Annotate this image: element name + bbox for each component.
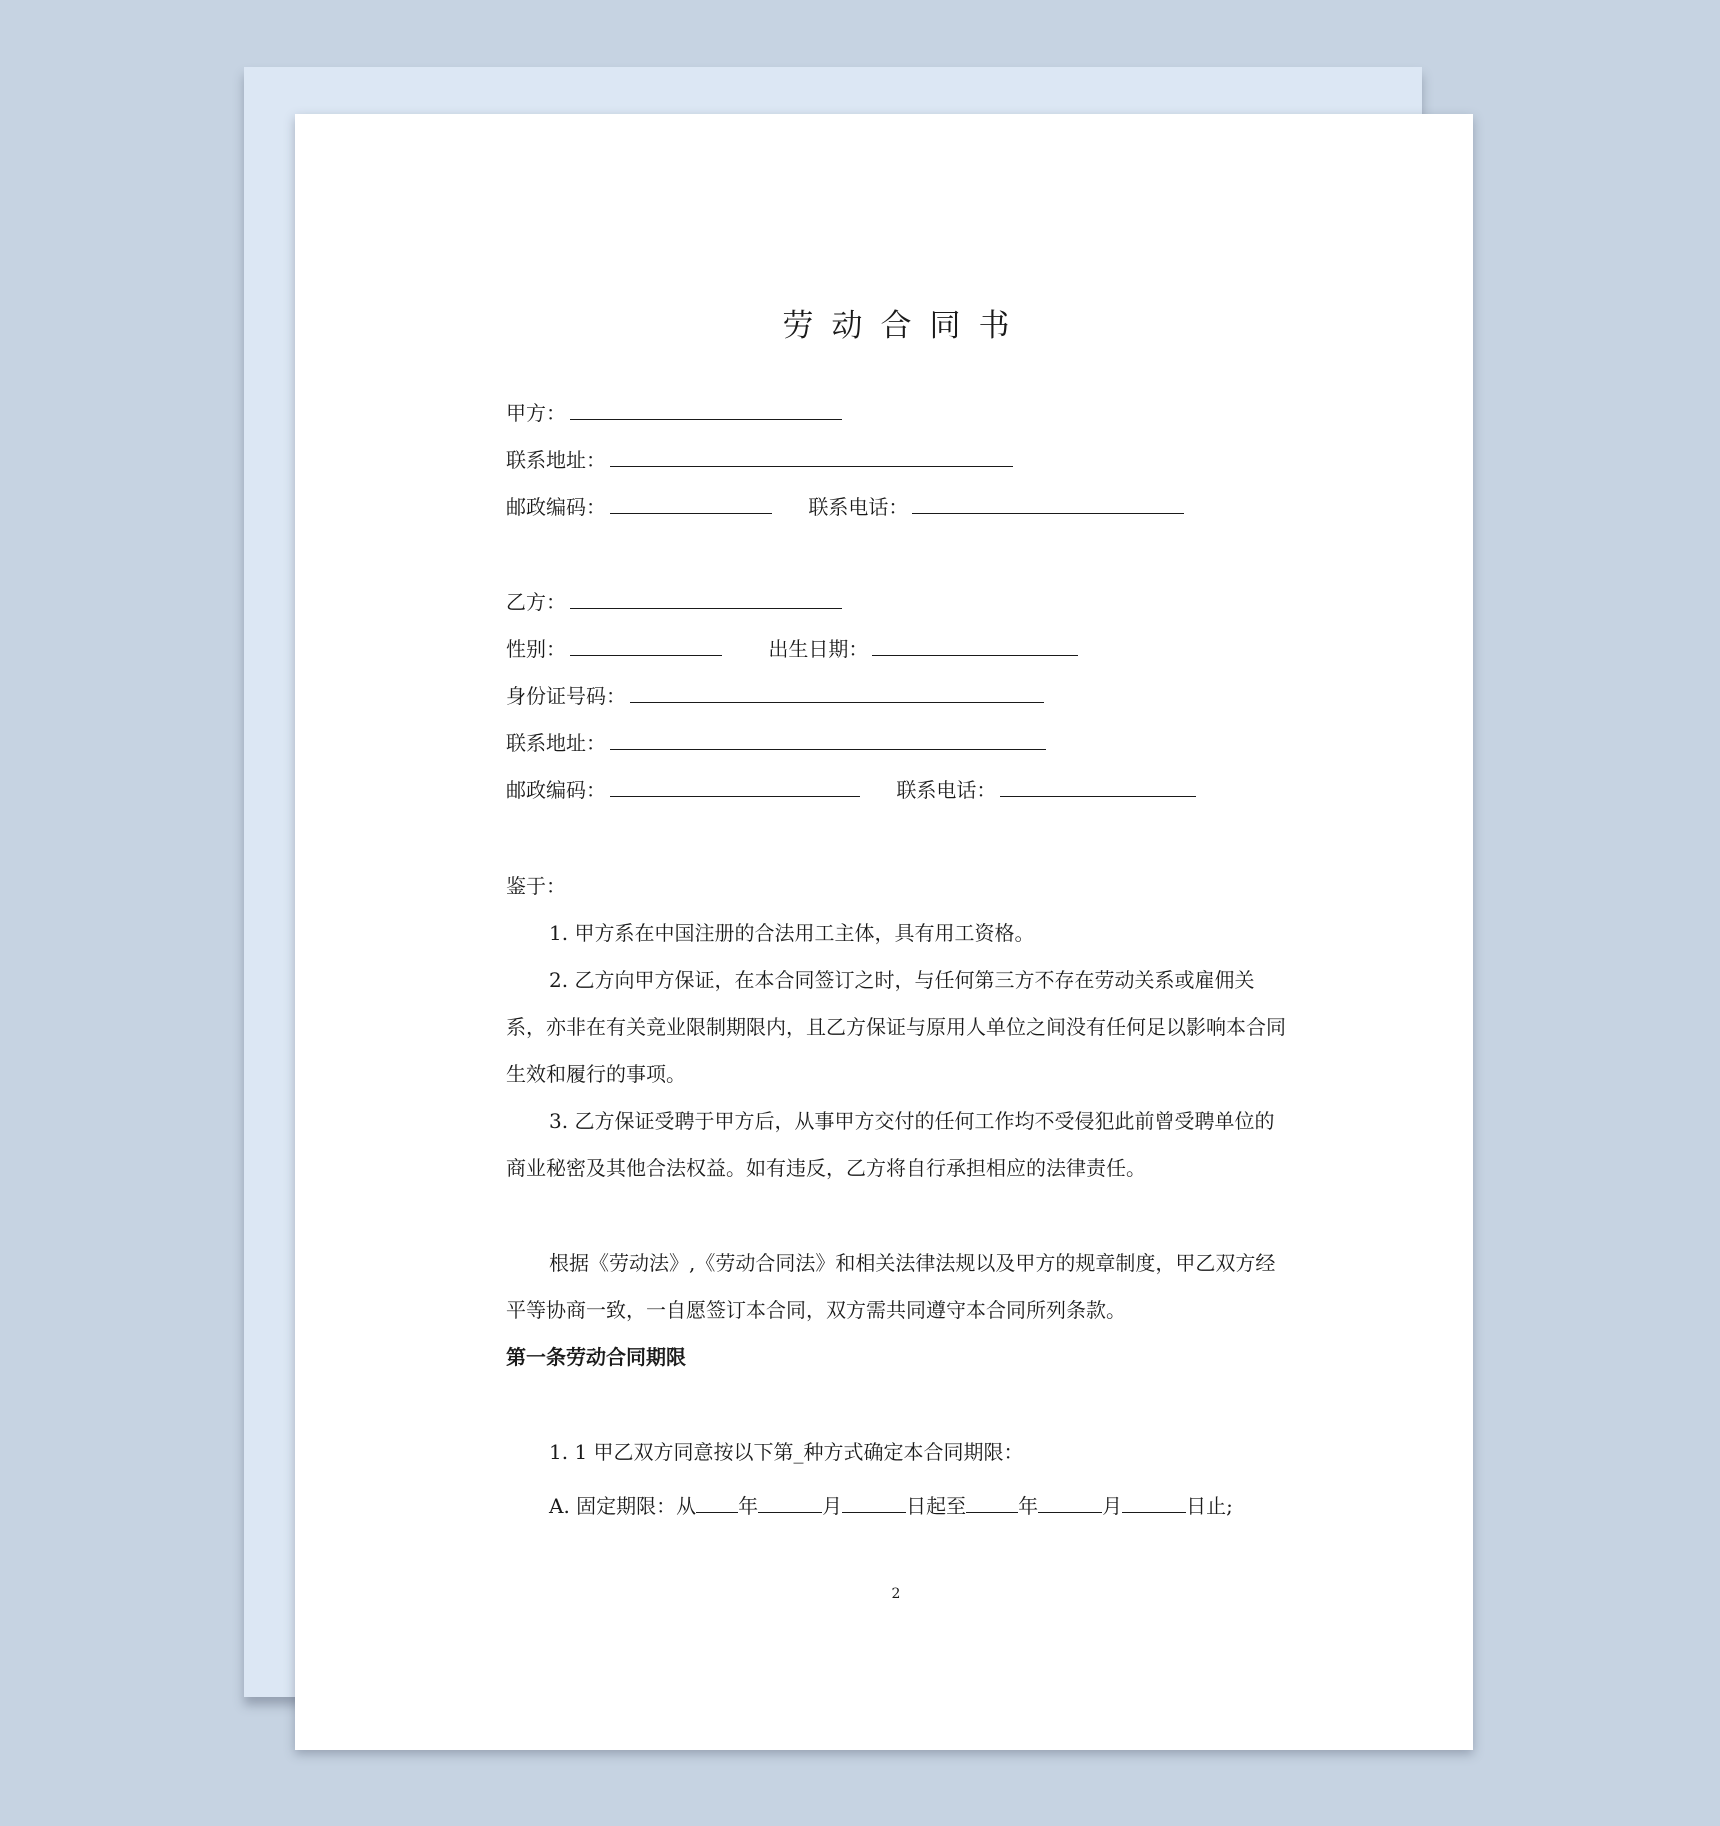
party-b-field[interactable] [570, 586, 842, 609]
party-a-address-field[interactable] [610, 444, 1013, 467]
page-number: 2 [891, 1586, 901, 1602]
party-b-address-row [506, 727, 1046, 757]
basis-paragraph: 根据《劳动法》,《劳动合同法》和相关法律法规以及甲方的规章制度，甲乙双方经平等协商一致，一自愿签订本合同，双方需共同遵守本合同所列条款。 [506, 1251, 1276, 1322]
party-a-phone-field[interactable] [912, 491, 1184, 514]
party-b-postcode-field[interactable] [610, 774, 860, 797]
document-page [295, 114, 1473, 1750]
end-year-label: 年 [1018, 1494, 1039, 1518]
party-b-phone-field[interactable] [1000, 774, 1196, 797]
start-year-label: 年 [738, 1494, 759, 1518]
party-a-postcode-label: 邮政编码： [506, 495, 606, 519]
party-b-postcode-label: 邮政编码： [506, 778, 606, 802]
party-b-gender-label: 性别： [506, 637, 566, 661]
start-month-label: 月 [822, 1494, 843, 1518]
party-b-contact-row [506, 774, 1196, 804]
party-b-address-field[interactable] [610, 727, 1046, 750]
party-a-field[interactable] [570, 397, 842, 420]
party-a-row [506, 397, 842, 427]
party-a-phone-label: 联系电话： [808, 495, 909, 519]
end-day-field[interactable] [1122, 1490, 1186, 1513]
party-b-id-row [506, 680, 1044, 710]
start-year-field[interactable] [696, 1490, 738, 1513]
whereas-item-1: 1. 甲方系在中国注册的合法用工主体，具有用工资格。 [549, 921, 1035, 945]
fixed-term-prefix: A. 固定期限：从 [549, 1494, 697, 1518]
party-b-phone-label: 联系电话： [896, 778, 997, 802]
end-day-label: 日止; [1186, 1494, 1233, 1518]
party-b-id-field[interactable] [630, 680, 1044, 703]
end-year-field[interactable] [966, 1490, 1018, 1513]
party-b-gender-field[interactable] [570, 633, 722, 656]
party-b-id-label: 身份证号码： [506, 684, 626, 708]
end-month-field[interactable] [1038, 1490, 1102, 1513]
party-a-address-row [506, 444, 1013, 474]
party-b-address-label: 联系地址： [506, 731, 606, 755]
start-day-label: 日起至 [906, 1494, 967, 1518]
party-b-row [506, 586, 842, 616]
end-month-label: 月 [1102, 1494, 1123, 1518]
party-b-birth-label: 出生日期： [768, 637, 869, 661]
start-month-field[interactable] [758, 1490, 822, 1513]
start-day-field[interactable] [842, 1490, 906, 1513]
fixed-term-row [506, 1490, 1233, 1520]
party-b-label: 乙方： [506, 590, 566, 614]
article-1-clause: 1. 1 甲乙双方同意按以下第_种方式确定本合同期限： [549, 1440, 1024, 1464]
document-title: 劳动合同书 [782, 308, 1028, 344]
party-b-gender-row [506, 633, 1078, 663]
party-a-postcode-field[interactable] [610, 491, 772, 514]
party-a-contact-row [506, 491, 1184, 521]
party-b-birth-field[interactable] [872, 633, 1078, 656]
whereas-item-2: 2. 乙方向甲方保证，在本合同签订之时，与任何第三方不存在劳动关系或雇佣关系，亦非在有关竞业限制期限内，且乙方保证与原用人单位之间没有任何足以影响本合同生效和履行的事项。 [506, 968, 1286, 1086]
whereas-heading: 鉴于： [506, 874, 566, 898]
whereas-item-3: 3. 乙方保证受聘于甲方后，从事甲方交付的任何工作均不受侵犯此前曾受聘单位的商业秘密及其他合法权益。如有违反，乙方将自行承担相应的法律责任。 [506, 1109, 1275, 1180]
party-a-address-label: 联系地址： [506, 448, 606, 472]
article-1-heading: 第一条劳动合同期限 [506, 1345, 686, 1369]
party-a-label: 甲方： [506, 401, 566, 425]
